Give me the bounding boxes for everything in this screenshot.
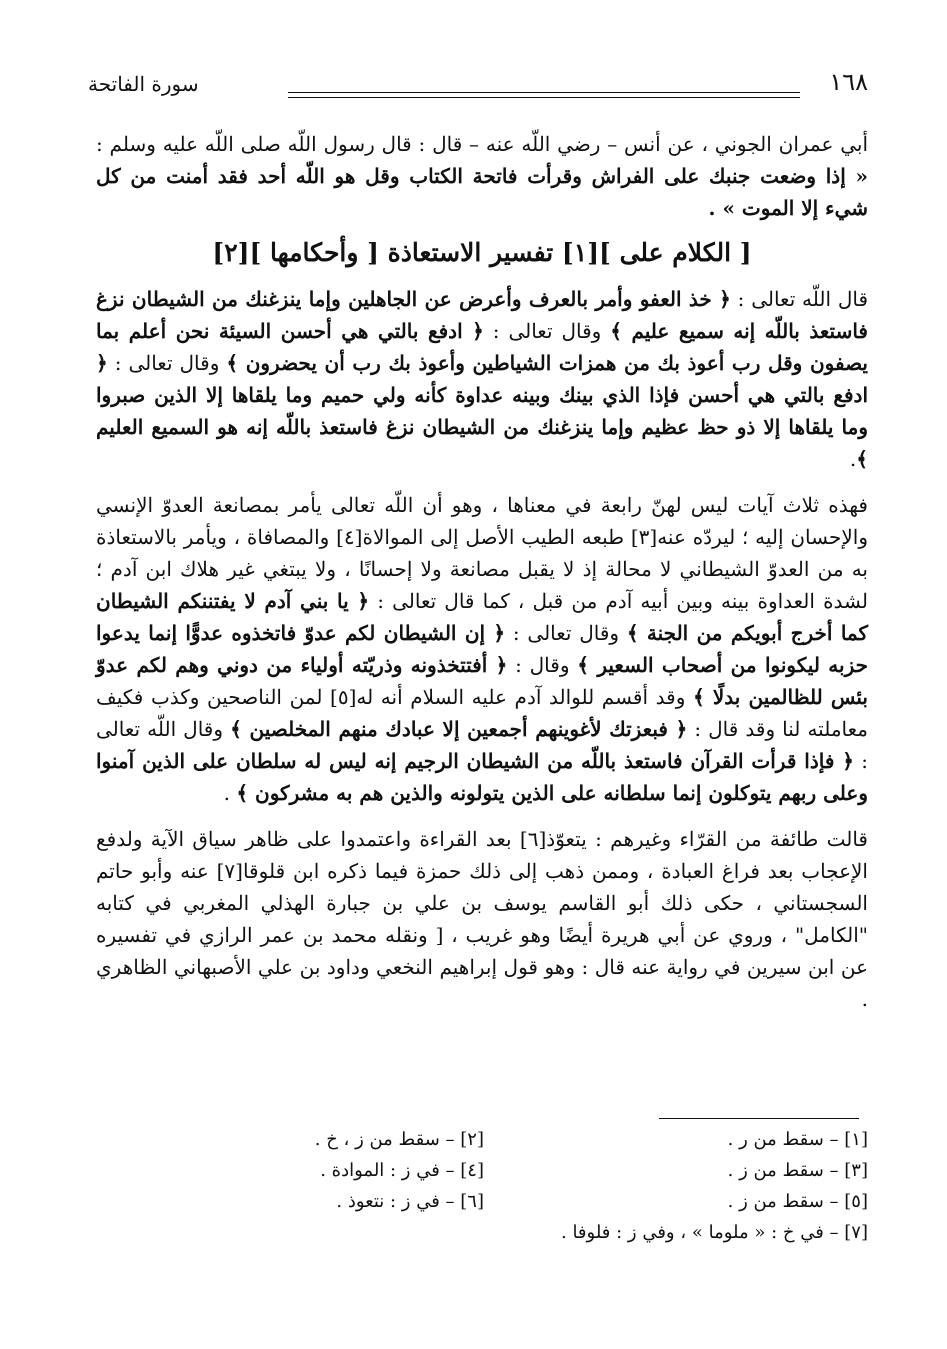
footnote-row — [100, 1186, 868, 1217]
connector-text: وقال تعالى : — [483, 319, 611, 343]
page-number: ١٦٨ — [829, 68, 868, 96]
footnote-item: [٤] – في ز : الموادة . — [320, 1160, 484, 1181]
header-rule-secondary — [288, 97, 800, 98]
hadith-text: « إذا وضعت جنبك على الفراش وقرأت فاتحة الكتاب وقل هو اللّه أحد فقد أمنت من كل شيء إلا الموت » . — [96, 164, 868, 220]
hadith-isnad: أبي عمران الجوني ، عن أنس – رضي اللّه عنه – قال : قال رسول اللّه صلى اللّه عليه وسلم : — [96, 132, 868, 156]
commentary-text: فهذه ثلاث آيات ليس لهنّ رابعة في معناها ، وهو أن اللّه تعالى يأمر بمصانعة العدوّ الإنسي والإحسان إليه ؛ ليردّه عنه[٣] طبعه الطيب الأصل إلى الموالاة[٤] والمصافاة ، ويأمر بالاستعاذة به من العدوّ الشيطاني لا محالة إذ لا يقبل مصانعة ولا إحسانًا ، ولا يبتغي غير هلاك ابن آدم ؛ لشدة العداوة بينه وبين أبيه آدم من قبل ، كما قال تعالى : — [96, 493, 868, 613]
connector-text: وقال اللّه تعالى : — [96, 717, 868, 773]
paragraph-end: . — [849, 447, 857, 471]
footnote-item: [٥] – سقط من ز . — [727, 1191, 868, 1212]
page-header — [88, 64, 868, 104]
verse-quote: ﴿ إن الشيطان لكم عدوّ فاتخذوه عدوًّا إنما يدعوا حزبه ليكونوا من أصحاب السعير ﴾ — [96, 621, 868, 677]
paragraph-verses — [96, 283, 868, 475]
footnote-item: [٣] – سقط من ز . — [727, 1160, 868, 1181]
verse-quote: ﴿ فإذا قرأت القرآن فاستعذ باللّه من الشيطان الرجيم إنه ليس له سلطان على الذين آمنوا وعلى ربهم يتوكلون إنما سلطانه على الذين يتولونه والذين هم به مشركون ﴾ — [96, 749, 868, 805]
section-heading: [ الكلام على ][١] تفسير الاستعاذة [ وأحكامها ][٢] — [212, 238, 752, 267]
verse-quote: ﴿ ادفع بالتي هي أحسن فإذا الذي بينك وبينه عداوة كأنه ولي حميم وما يلقاها إلا الذين صبروا وما يلقاها إلا ذو حظ عظيم وإما ينزغنك من الشيطان نزغ فاستعذ باللّه إنه هو السميع العليم ﴾ — [96, 351, 868, 471]
verse-quote: ﴿ ادفع بالتي هي أحسن السيئة نحن أعلم بما يصفون وقل رب أعوذ بك من همزات الشياطين وأعوذ بك رب أن يحضرون ﴾ — [96, 319, 868, 375]
footnote-row — [100, 1217, 868, 1248]
paragraph-end: . — [223, 781, 237, 805]
paragraph-commentary — [96, 489, 868, 809]
footnotes — [100, 1124, 868, 1248]
page-body — [96, 128, 868, 1015]
running-title: سورة الفاتحة — [88, 72, 199, 96]
commentary-text: وقد أقسم للوالد آدم عليه السلام أنه له[٥] لمن الناصحين وكذب فكيف معاملته لنا وقد قال : — [96, 685, 868, 741]
paragraph-hadith — [96, 128, 868, 224]
footnote-row — [100, 1155, 868, 1186]
footnote-row — [100, 1124, 868, 1155]
verses-intro: قال اللّه تعالى : — [730, 287, 868, 311]
header-rule — [288, 92, 800, 93]
connector-text: وقال تعالى : — [505, 621, 627, 645]
footnote-item: [٦] – في ز : نتعوذ . — [336, 1191, 484, 1212]
footnote-item: [١] – سقط من ر . — [727, 1129, 868, 1150]
verse-quote: ﴿ خذ العفو وأمر بالعرف وأعرض عن الجاهلين وإما ينزغنك من الشيطان نزغ فاستعذ باللّه إنه سميع عليم ﴾ — [96, 287, 868, 343]
paragraph-opinions: قالت طائفة من القرّاء وغيرهم : يتعوّذ[٦] بعد القراءة واعتمدوا على ظاهر سياق الآية ولدفع الإعجاب بعد فراغ العبادة ، وممن ذهب إلى ذلك حمزة فيما ذكره ابن قلوقا[٧] عنه وأبو حاتم السجستاني ، حكى ذلك أبو القاسم يوسف بن علي بن جبارة الهذلي المغربي في كتابه "الكامل" ، وروي عن أبي هريرة أيضًا وهو غريب ، [ ونقله محمد بن عمر الرازي في تفسيره عن ابن سيرين في رواية عنه قال : وهو قول إبراهيم النخعي وداود بن علي الأصبهاني الظاهري . — [96, 827, 868, 1011]
connector-text: وقال تعالى : — [107, 351, 227, 375]
verse-quote: ﴿ يا بني آدم لا يفتننكم الشيطان كما أخرج أبويكم من الجنة ﴾ — [96, 589, 869, 645]
footnote-item: [٢] – سقط من ز ، خ . — [314, 1129, 484, 1150]
verse-quote: ﴿ أفتتخذونه وذريّته أولياء من دوني وهم لكم عدوّ بئس للظالمين بدلًا ﴾ — [96, 653, 868, 709]
footnote-divider — [659, 1118, 859, 1119]
connector-text: وقال : — [507, 653, 578, 677]
footnote-item: [٧] – في خ : « ملوما » ، وفي ز : فلوفا . — [561, 1222, 868, 1243]
verse-quote: ﴿ فبعزتك لأغوينهم أجمعين إلا عبادك منهم المخلصين ﴾ — [230, 717, 688, 741]
